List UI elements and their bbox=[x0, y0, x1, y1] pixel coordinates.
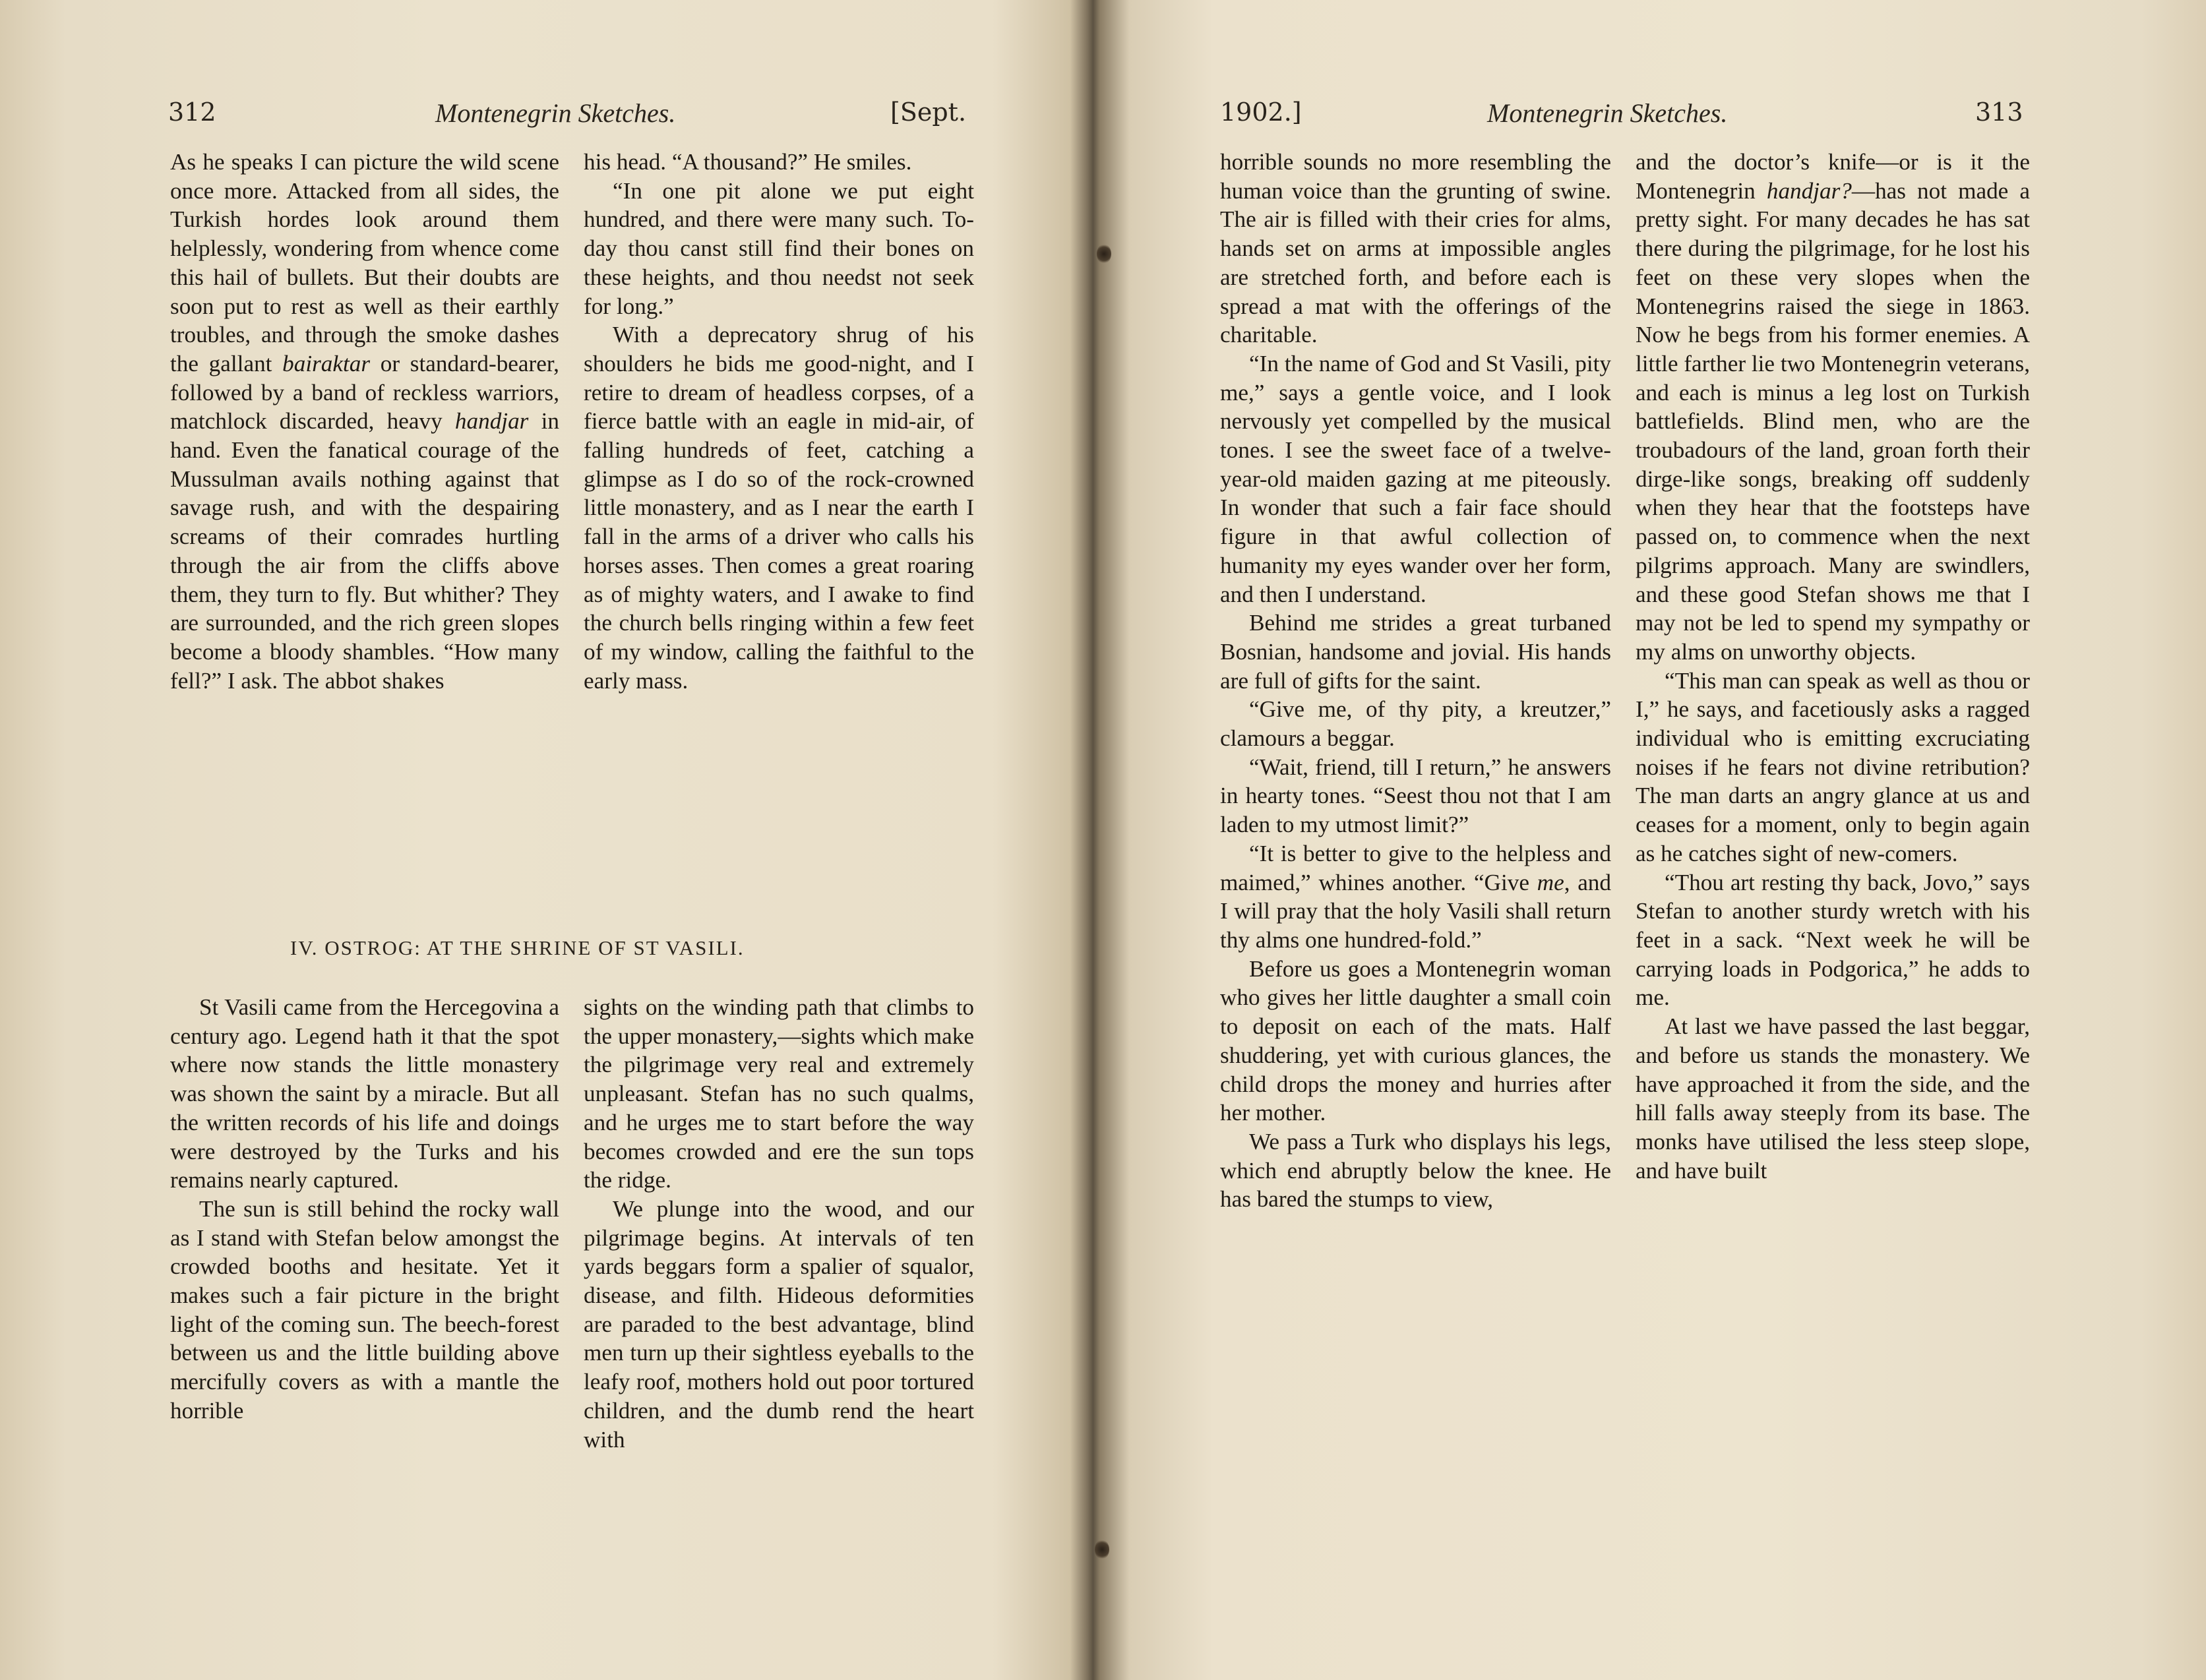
binding-hole-mark bbox=[1097, 244, 1111, 264]
left-page-number: 312 bbox=[168, 98, 216, 127]
right-column-2 bbox=[1636, 148, 2030, 1185]
left-date-mark: [Sept. bbox=[890, 98, 967, 127]
left-upper-column-2 bbox=[584, 148, 974, 695]
paragraph: and the doctor’s knife—or is it the Montenegrin handjar?—has not made a pretty sight. For many decades he has sat there during the pilgrimage, for he lost his feet on these very slopes when the Montenegrins raised the siege in 1863. Now he begs from his former enemies. A little farther lie two Montenegrin veterans, and each is minus a leg lost on Turkish battlefields. Blind men, who are the troubadours of the land, groan forth their dirge-like songs, breaking off suddenly when they hear that the footsteps have passed on, to commence when the next pilgrims approach. Many are swindlers, and these good Stefan shows me that I may not be led to spend my sympathy or my alms on unworthy objects. bbox=[1636, 149, 2030, 665]
right-page-number: 313 bbox=[1975, 98, 2023, 127]
paragraph: “Give me, of thy pity, a kreutzer,” clamours a beggar. bbox=[1220, 696, 1611, 752]
binding-hole-mark bbox=[1095, 1540, 1109, 1559]
left-upper-column-1 bbox=[170, 148, 559, 695]
paragraph: “Wait, friend, till I return,” he answers in hearty tones. “Seest thou not that I am laden to my utmost limit?” bbox=[1220, 754, 1611, 838]
paragraph: As he speaks I can picture the wild scene once more. Attacked from all sides, the Turkish hordes look around them helplessly, wondering from whence come this hail of bullets. But their doubts are soon put to rest as well as their earthly troubles, and through the smoke dashes the gallant bairaktar or standard-bearer, followed by a band of reckless warriors, matchlock discarded, heavy handjar in hand. Even the fanatical courage of the Mussulman avails nothing against that savage rush, and with the despairing screams of their comrades hurtling through the air from the cliffs above them, they turn to fly. But whither? They are surrounded, and the rich green slopes become a bloody shambles. “How many fell?” I ask. The abbot shakes bbox=[170, 149, 559, 694]
left-lower-column-1 bbox=[170, 993, 559, 1425]
paragraph: St Vasili came from the Hercegovina a century ago. Legend hath it that the spot where now stands the little monastery was shown the saint by a miracle. But all the written records of his life and doings were destroyed by the Turks and his remains nearly captured. bbox=[170, 994, 559, 1193]
right-running-title: Montenegrin Sketches. bbox=[1487, 98, 1728, 128]
paragraph: At last we have passed the last beggar, and before us stands the monastery. We have approached it from the side, and the hill falls away steeply from its base. The monks have utilised the less steep slope, and have built bbox=[1636, 1013, 2030, 1184]
left-page bbox=[0, 0, 1088, 1680]
paragraph: “Thou art resting thy back, Jovo,” says Stefan to another sturdy wretch with his feet in a sack. “Next week he will be carrying loads in Podgorica,” he adds to me. bbox=[1636, 869, 2030, 1011]
paragraph: “In the name of God and St Vasili, pity me,” says a gentle voice, and I look nervously yet compelled by the musical tones. I see the sweet face of a twelve-year-old maiden gazing at me piteously. In wonder that such a fair face should figure in that awful collection of humanity my eyes wander over her form, and then I understand. bbox=[1220, 350, 1611, 607]
left-running-head bbox=[168, 98, 976, 137]
paragraph: “In one pit alone we put eight hundred, and there were many such. To-day thou canst still find their bones on these heights, and thou needst not seek for long.” bbox=[584, 177, 974, 319]
right-column-1 bbox=[1220, 148, 1611, 1214]
paragraph: sights on the winding path that climbs to the upper monastery,—sights which make the pilgrimage very real and extremely unpleasant. Stefan has no such qualms, and he urges me to start before the way becomes crowded and ere the sun tops the ridge. bbox=[584, 994, 974, 1193]
left-running-title: Montenegrin Sketches. bbox=[435, 98, 676, 128]
right-page bbox=[1088, 0, 2206, 1680]
paragraph: his head. “A thousand?” He smiles. bbox=[584, 149, 912, 175]
paragraph: Before us goes a Montenegrin woman who gives her little daughter a small coin to deposit on each of the mats. Half shuddering, yet with curious glances, the child drops the money and hurries after her mother. bbox=[1220, 955, 1611, 1126]
left-lower-column-2 bbox=[584, 993, 974, 1454]
paragraph: We pass a Turk who displays his legs, which end abruptly below the knee. He has bared the stumps to view, bbox=[1220, 1128, 1611, 1213]
paragraph: With a deprecatory shrug of his shoulders he bids me good-night, and I retire to dream of headless corpses, of a fierce battle with an eagle in mid-air, of falling hundreds of feet, catching a glimpse as I do so of the rock-crowned little monastery, and as I near the earth I fall in the arms of a driver who calls his horses asses. Then comes a great roaring as of mighty waters, and I awake to find the church bells ringing within a few feet of my window, calling the faithful to the early mass. bbox=[584, 322, 974, 694]
paragraph: We plunge into the wood, and our pilgrimage begins. At intervals of ten yards beggars form a spalier of squalor, disease, and filth. Hideous deformities are paraded to the best advantage, blind men turn up their sightless eyeballs to the leafy roof, mothers hold out poor tortured children, and the dumb rend the heart with bbox=[584, 1195, 974, 1453]
paragraph: The sun is still behind the rocky wall as I stand with Stefan below amongst the crowded booths and hesitate. Yet it makes such a fair picture in the bright light of the coming sun. The beech-forest between us and the little building above mercifully covers as with a mantle the horrible bbox=[170, 1195, 559, 1424]
section-heading: IV. OSTROG: AT THE SHRINE OF ST VASILI. bbox=[290, 936, 745, 959]
right-running-head bbox=[1220, 98, 2064, 137]
right-date-mark: 1902.] bbox=[1220, 98, 1302, 127]
paragraph: “It is better to give to the helpless and maimed,” whines another. “Give me, and I will pray that the holy Vasili shall return thy alms one hundred-fold.” bbox=[1220, 840, 1611, 953]
paragraph: “This man can speak as well as thou or I,” he says, and facetiously asks a ragged individual who is emitting excruciating noises if he fears not divine retribution? The man darts an angry glance at us and ceases for a moment, only to begin again as he catches sight of new-comers. bbox=[1636, 667, 2030, 866]
paragraph: horrible sounds no more resembling the human voice than the grunting of swine. The air is filled with their cries for alms, hands set on arms at impossible angles are stretched forth, and before each is spread a mat with the offerings of the charitable. bbox=[1220, 149, 1611, 348]
paragraph: Behind me strides a great turbaned Bosnian, handsome and jovial. His hands are full of gifts for the saint. bbox=[1220, 610, 1611, 694]
